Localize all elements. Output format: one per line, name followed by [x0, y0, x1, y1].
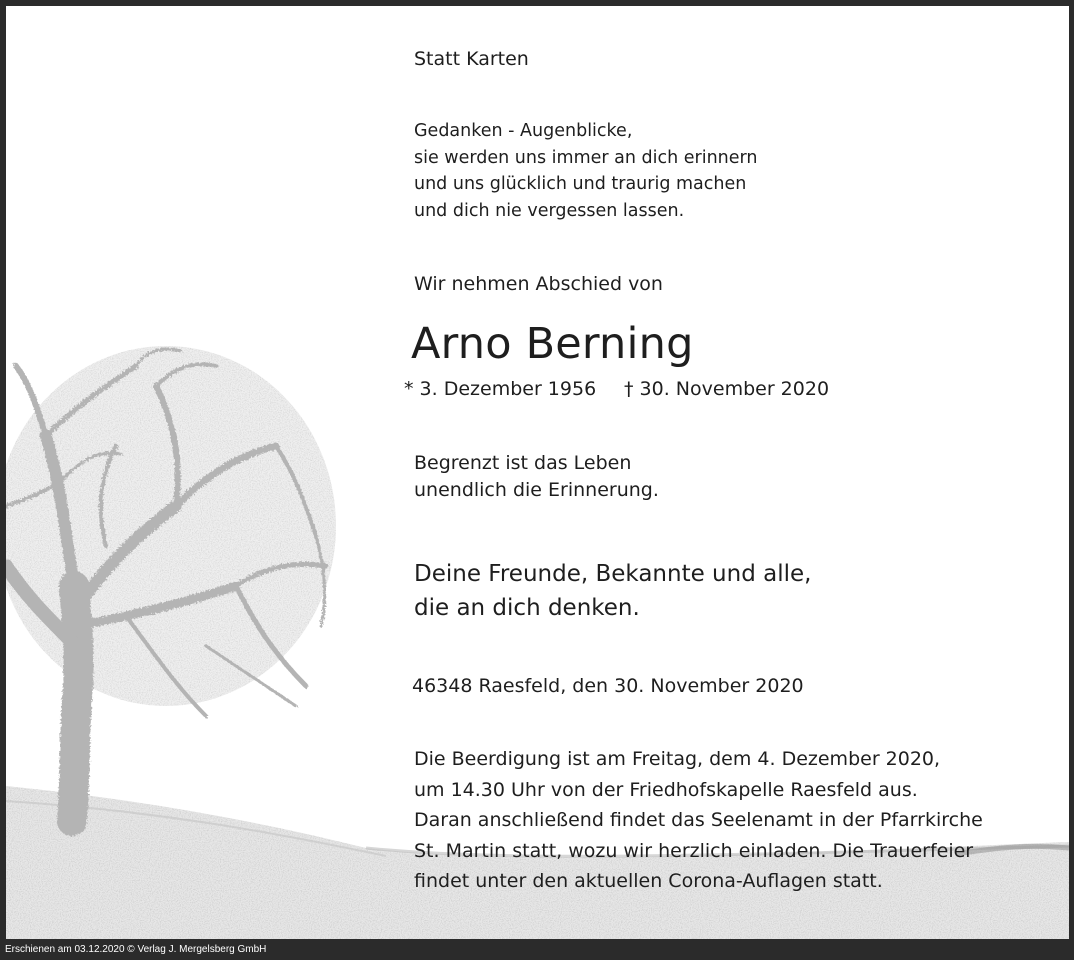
- burial-line: findet unter den aktuellen Corona-Auflagen statt.: [414, 870, 883, 892]
- tree-crown: [6, 346, 336, 706]
- burial-line: Die Beerdigung ist am Freitag, dem 4. Dezember 2020,: [414, 748, 941, 770]
- deceased-name: Arno Berning: [411, 319, 694, 369]
- mourners: [414, 557, 811, 625]
- mourners-line: Deine Freunde, Bekannte und alle,: [414, 561, 812, 587]
- farewell-line: Wir nehmen Abschied von: [414, 273, 663, 295]
- burial-details: [414, 744, 983, 897]
- burial-line: St. Martin statt, wozu wir herzlich einladen. Die Trauerfeier: [414, 839, 974, 862]
- obituary-notice: [6, 6, 1069, 939]
- quote-line: unendlich die Erinnerung.: [414, 479, 659, 501]
- poem-line: Gedanken - Augenblicke,: [414, 121, 633, 141]
- poem-line: sie werden uns immer an dich erinnern: [414, 147, 758, 168]
- publication-footer: Erschienen am 03.12.2020 © Verlag J. Mergelsberg GmbH: [5, 944, 267, 955]
- quote-line: Begrenzt ist das Leben: [414, 452, 632, 474]
- poem: [414, 118, 758, 224]
- poem-line: und uns glücklich und traurig machen: [414, 174, 747, 194]
- death-date: † 30. November 2020: [624, 378, 830, 400]
- burial-line: Daran anschließend findet das Seelenamt in der Pfarrkirche: [414, 809, 983, 831]
- mourners-line: die an dich denken.: [414, 595, 640, 621]
- burial-line: um 14.30 Uhr von der Friedhofskapelle Raesfeld aus.: [414, 778, 918, 801]
- quote: [414, 450, 659, 504]
- birth-date: * 3. Dezember 1956: [404, 378, 597, 400]
- poem-line: und dich nie vergessen lassen.: [414, 200, 685, 221]
- intro-line: Statt Karten: [414, 48, 529, 70]
- place-date: 46348 Raesfeld, den 30. November 2020: [412, 675, 804, 697]
